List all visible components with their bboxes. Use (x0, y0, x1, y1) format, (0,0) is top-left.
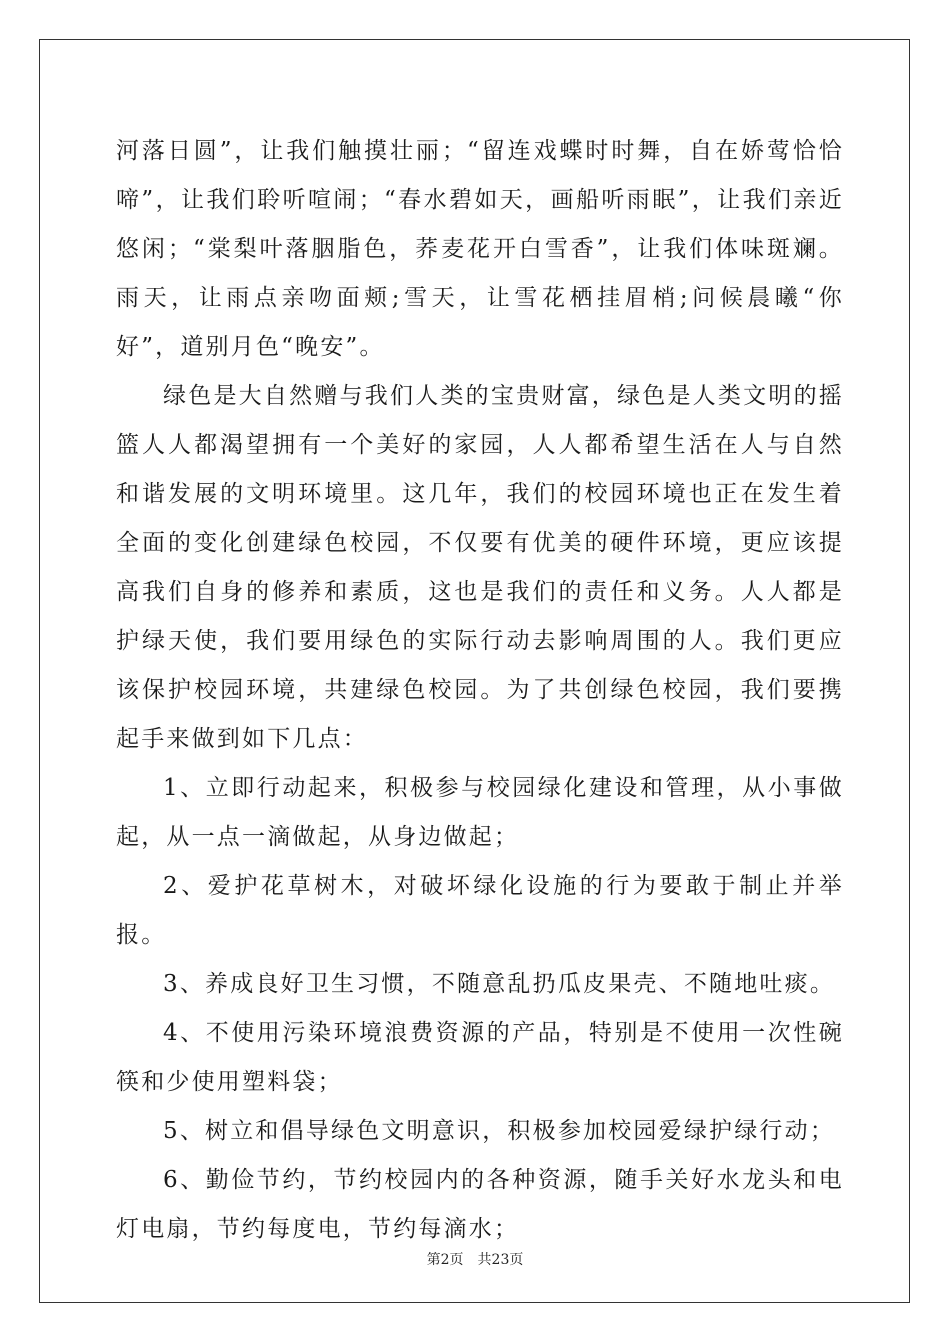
page-total: 共23页 (477, 1252, 524, 1268)
page-footer (0, 1249, 950, 1269)
document-body (116, 127, 844, 1254)
list-item-6: 6、勤俭节约，节约校园内的各种资源，随手关好水龙头和电灯电扇，节约每度电，节约每滴水； (116, 1167, 844, 1242)
list-item-1: 1、立即行动起来，积极参与校园绿化建设和管理，从小事做起，从一点一滴做起，从身边做起； (116, 775, 844, 850)
list-item-4: 4、不使用污染环境浪费资源的产品，特别是不使用一次性碗筷和少使用塑料袋； (116, 1020, 844, 1095)
page-number: 第2页 (426, 1252, 464, 1268)
list-item-2: 2、爱护花草树木，对破坏绿化设施的行为要敢于制止并举报。 (116, 873, 844, 948)
paragraph-2: 绿色是大自然赠与我们人类的宝贵财富，绿色是人类文明的摇篮人人都渴望拥有一个美好的家园，人人都希望生活在人与自然和谐发展的文明环境里。这几年，我们的校园环境也正在发生着全面的变化创建绿色校园，不仅要有优美的硬件环境，更应该提高我们自身的修养和素质，这也是我们的责任和义务。人人都是护绿天使，我们要用绿色的实际行动去影响周围的人。我们更应该保护校园环境，共建绿色校园。为了共创绿色校园，我们要携起手来做到如下几点： (116, 383, 844, 752)
paragraph-1: 河落日圆”，让我们触摸壮丽；“留连戏蝶时时舞，自在娇莺恰恰啼”，让我们聆听喧闹；“春水碧如天，画船听雨眠”，让我们亲近悠闲；“棠梨叶落胭脂色，荞麦花开白雪香”，让我们体味斑斓。雨天，让雨点亲吻面颊;雪天，让雪花栖挂眉梢;问候晨曦“你好”，道别月色“晚安”。 (116, 138, 844, 360)
list-item-3: 3、养成良好卫生习惯，不随意乱扔瓜皮果壳、不随地吐痰。 (163, 971, 836, 997)
list-item-5: 5、树立和倡导绿色文明意识，积极参加校园爱绿护绿行动； (163, 1118, 836, 1144)
